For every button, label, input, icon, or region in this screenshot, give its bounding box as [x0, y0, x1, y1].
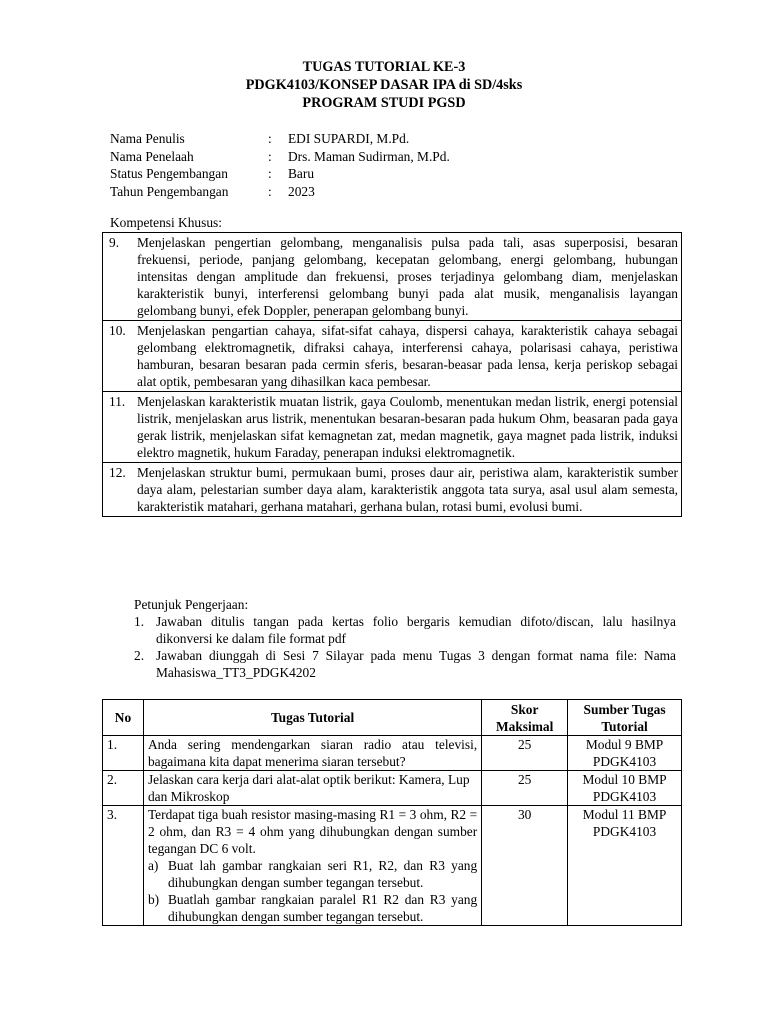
kompetensi-row — [103, 392, 682, 463]
task-source: Modul 9 BMP PDGK4103 — [568, 736, 682, 771]
instruction-text: Jawaban diunggah di Sesi 7 Silayar pada menu Tugas 3 dengan format nama file: Nama Mahasiswa_TT3_PDGK4202 — [156, 648, 676, 680]
instruction-number: 1. — [134, 614, 145, 629]
instruction-text: Jawaban ditulis tangan pada kertas folio bergaris kemudian difoto/discan, lalu hasilnya dikonversi ke dalam file format pdf — [156, 614, 676, 646]
instruction-item — [134, 613, 676, 647]
instructions-list — [134, 613, 676, 681]
kompetensi-table — [102, 232, 682, 517]
author-info — [110, 130, 450, 200]
kompetensi-text: Menjelaskan struktur bumi, permukaan bumi, proses daur air, peristiwa alam, karakteristik sumber daya alam, pelestarian sumber daya alam, karakteristik anggota tata surya, asal usul alam semesta, karakteristik matahari, gerhana matahari, gerhana bulan, rotasi bumi, evolusi bumi. — [131, 463, 682, 517]
assignment-row — [103, 806, 682, 926]
instructions-label: Petunjuk Pengerjaan: — [134, 597, 249, 612]
task-cell — [143, 806, 481, 926]
header-skor: Skor Maksimal — [482, 700, 568, 736]
meta-value: Baru — [288, 166, 315, 181]
meta-separator: : — [268, 131, 272, 146]
assignment-table — [102, 699, 682, 926]
meta-value: 2023 — [288, 183, 315, 199]
kompetensi-label: Kompetensi Khusus: — [110, 215, 222, 230]
subitem-text: Buat lah gambar rangkaian seri R1, R2, dan R3 yang dihubungkan dengan sumber tegangan tersebut. — [167, 858, 478, 890]
kompetensi-number: 11. — [103, 392, 132, 463]
meta-separator: : — [268, 148, 272, 164]
kompetensi-number: 10. — [103, 321, 132, 392]
kompetensi-row — [103, 463, 682, 517]
meta-label: Status Pengembangan — [110, 166, 228, 181]
meta-value: EDI SUPARDI, M.Pd. — [288, 131, 410, 146]
header-no: No — [103, 700, 144, 736]
header-tugas: Tugas Tutorial — [143, 700, 481, 736]
task-subitem — [148, 891, 477, 925]
assignment-row — [103, 736, 682, 771]
task-subitem — [148, 857, 477, 891]
meta-separator: : — [268, 166, 272, 181]
task-number: 3. — [103, 806, 144, 926]
kompetensi-number: 9. — [103, 233, 132, 321]
subitem-marker: a) — [147, 858, 159, 873]
meta-row-reviewer — [110, 148, 450, 166]
assignment-row — [103, 771, 682, 806]
task-text: Terdapat tiga buah resistor masing-masing R1 = 3 ohm, R2 = 2 ohm, dan R3 = 4 ohm yang dihubungkan dengan sumber tegangan DC 6 volt. — [147, 807, 478, 856]
instruction-number: 2. — [134, 648, 145, 663]
subitem-text: Buatlah gambar rangkaian paralel R1 R2 dan R3 yang dihubungkan dengan sumber tegangan tersebut. — [167, 892, 478, 924]
meta-separator: : — [268, 183, 272, 199]
assignment-header-row — [103, 700, 682, 736]
kompetensi-number: 12. — [103, 463, 132, 517]
meta-row-year — [110, 183, 450, 201]
title-line-3: PROGRAM STUDI PGSD — [302, 95, 466, 111]
task-number: 1. — [103, 736, 144, 771]
task-score: 25 — [482, 771, 568, 806]
subitem-marker: b) — [147, 892, 160, 907]
header-sumber: Sumber Tugas Tutorial — [568, 700, 682, 736]
document-title — [0, 58, 768, 112]
meta-value: Drs. Maman Sudirman, M.Pd. — [288, 148, 450, 164]
meta-row-author — [110, 130, 450, 148]
meta-label: Nama Penelaah — [110, 148, 194, 164]
instructions — [134, 596, 676, 681]
kompetensi-text: Menjelaskan karakteristik muatan listrik, gaya Coulomb, menentukan medan listrik, energi potensial listrik, menjelaskan arus listrik, menentukan besaran-besaran pada hukum Ohm, beasaran pada gaya gerak listrik, menjelaskan sifat kemagnetan zat, medan magnetik, gaya magnet pada listrik, induksi elektro magnetik, hukum Faraday, penerapan induksi elektromagnetik. — [131, 392, 682, 463]
task-score: 25 — [482, 736, 568, 771]
task-score: 30 — [482, 806, 568, 926]
title-line-1: TUGAS TUTORIAL KE-3 — [302, 59, 466, 75]
meta-label: Tahun Pengembangan — [110, 183, 229, 199]
instruction-item — [134, 647, 676, 681]
task-number: 2. — [103, 771, 144, 806]
kompetensi-row — [103, 321, 682, 392]
kompetensi-text: Menjelaskan pengertian gelombang, menganalisis pulsa pada tali, asas superposisi, besaran frekuensi, periode, panjang gelombang, kecepatan gelombang, energi gelombang, hubungan intensitas dengan amplitude dan frekuensi, proses terjadinya gelombang diam, menjelaskan karakteristik bunyi, interferensi gelombang bunyi pada alat musik, menganalisis layangan gelombang bunyi, efek Doppler, penerapan gelombang bunyi. — [131, 233, 682, 321]
task-text: Jelaskan cara kerja dari alat-alat optik berikut: Kamera, Lup dan Mikroskop — [143, 771, 481, 806]
kompetensi-row — [103, 233, 682, 321]
task-text: Anda sering mendengarkan siaran radio atau televisi, bagaimana kita dapat menerima siaran tersebut? — [143, 736, 481, 771]
title-line-2: PDGK4103/KONSEP DASAR IPA di SD/4sks — [245, 77, 523, 93]
kompetensi-text: Menjelaskan pengartian cahaya, sifat-sifat cahaya, dispersi cahaya, karakteristik cahaya sebagai gelombang elektromagnetik, difraksi cahaya, interferensi cahaya, polarisasi cahaya, peristiwa hamburan, besaran besaran pada cermin sferis, besaran-beasar pada lensa, kerja periskop sebagai alat optik, pembesaran yang dihasilkan kaca pembesar. — [131, 321, 682, 392]
task-source: Modul 11 BMP PDGK4103 — [568, 806, 682, 926]
task-source: Modul 10 BMP PDGK4103 — [568, 771, 682, 806]
meta-row-status — [110, 165, 450, 183]
meta-label: Nama Penulis — [110, 131, 185, 146]
